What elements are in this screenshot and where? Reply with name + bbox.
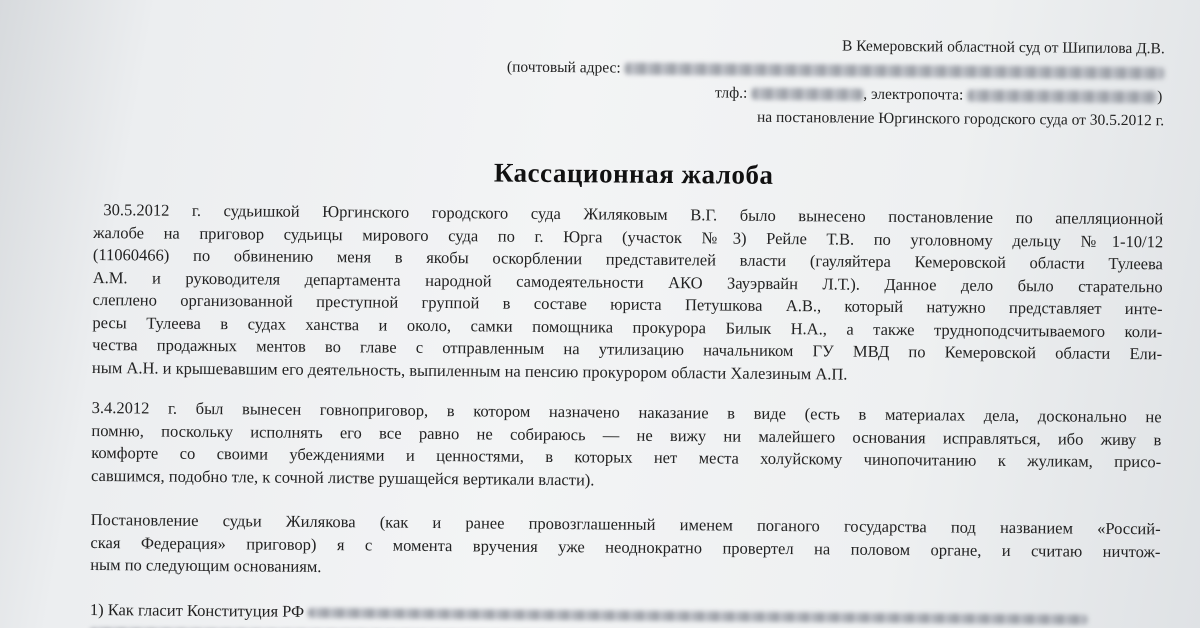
text-line: ская Федерация» приговор) я с момента вручения уже неоднократно провертел на половом органе, и считаю ничтож- — [90, 532, 1161, 561]
text-line: 3.4.2012 г. был вынесен говноприговор, в котором назначено наказание в виде (есть в материалах дела, досконально не — [91, 397, 1162, 427]
item-1-label: 1) Как гласит Конституция РФ — [89, 599, 305, 621]
text-line: 30.5.2012 г. судьишкой Юргинского городского суда Жиляковым В.Г. было вынесено постановление по апелляционной — [103, 200, 1164, 229]
text-line: ным по следующим основаниям. — [90, 554, 322, 576]
document — [89, 22, 1165, 628]
text-line: чества продажных ментов во главе с отправленным на утилизацию начальником ГУ МВД по Кемеровской области Ели- — [92, 334, 1163, 364]
text-line: жалобе на приговор судьицы мирового суда по г. Юрга (участок №3) Рейле Т.В. по уголовному дельцу №1-10/12 — [93, 222, 1164, 251]
redacted-text — [308, 608, 1088, 625]
redacted-phone — [751, 88, 863, 101]
email-close: ) — [1157, 88, 1163, 106]
text-line: комфорте со своими убеждениями и ценностями, в которых нет места холуйскому чинопочитанию к жуликам, присо- — [91, 442, 1162, 472]
postal-label: (почтовый адрес: — [506, 58, 621, 77]
document-title: Кассационная жалоба — [493, 157, 774, 190]
paragraph-2 — [91, 397, 1162, 496]
redacted-email — [967, 90, 1157, 104]
text-line: Постановление судьи Жилякова (как и ранее провозглашенный именем поганого государства под названием «Россий- — [90, 509, 1161, 539]
phone-label: тлф.: — [714, 84, 748, 102]
redacted-postal-address — [625, 63, 1165, 80]
text-line: помню, поскольку исполнять его все равно не собираюсь — не вижу ни малейшего основания исправляться, ибо живу в — [91, 420, 1162, 449]
text-line: А.М. и руководителя департамента народной самодеятельности АКО Зауэрвайн Л.Т.). Данное дело было старательно — [92, 267, 1163, 296]
paragraph-3 — [90, 509, 1161, 586]
text-line: ресы Тулеева в судах ханства и около, самки помощника прокурора Билык Н.А., а также трудноподсчитываемого коли- — [92, 312, 1163, 341]
addressee-line: В Кемеровский областной суд от Шипилова Д.В. — [841, 37, 1165, 58]
text-line: слеплено организованной преступной группой в составе юриста Петушкова А.В., который натужно представляет инте- — [92, 289, 1163, 319]
paragraph-1 — [92, 199, 1164, 388]
list-item-1 — [90, 598, 1160, 628]
text-line: савшимся, подобно тле, к сочной листве рушащейся вертикали власти). — [90, 465, 595, 489]
email-label: , электропочта: — [863, 85, 964, 104]
regarding-line: на постановление Юргинского городского суда от 30.5.2012 г. — [756, 108, 1165, 130]
document-header — [94, 28, 1165, 133]
text-line: (11060466) по обвинению меня в якобы оскорблении представителей власти (гауляйтера Кемеровской области Тулеева — [92, 244, 1164, 274]
text-line: ным А.Н. и крышевавшим его деятельность, выпиленным на пенсию прокурором области Халезиным А.П. — [91, 357, 848, 384]
